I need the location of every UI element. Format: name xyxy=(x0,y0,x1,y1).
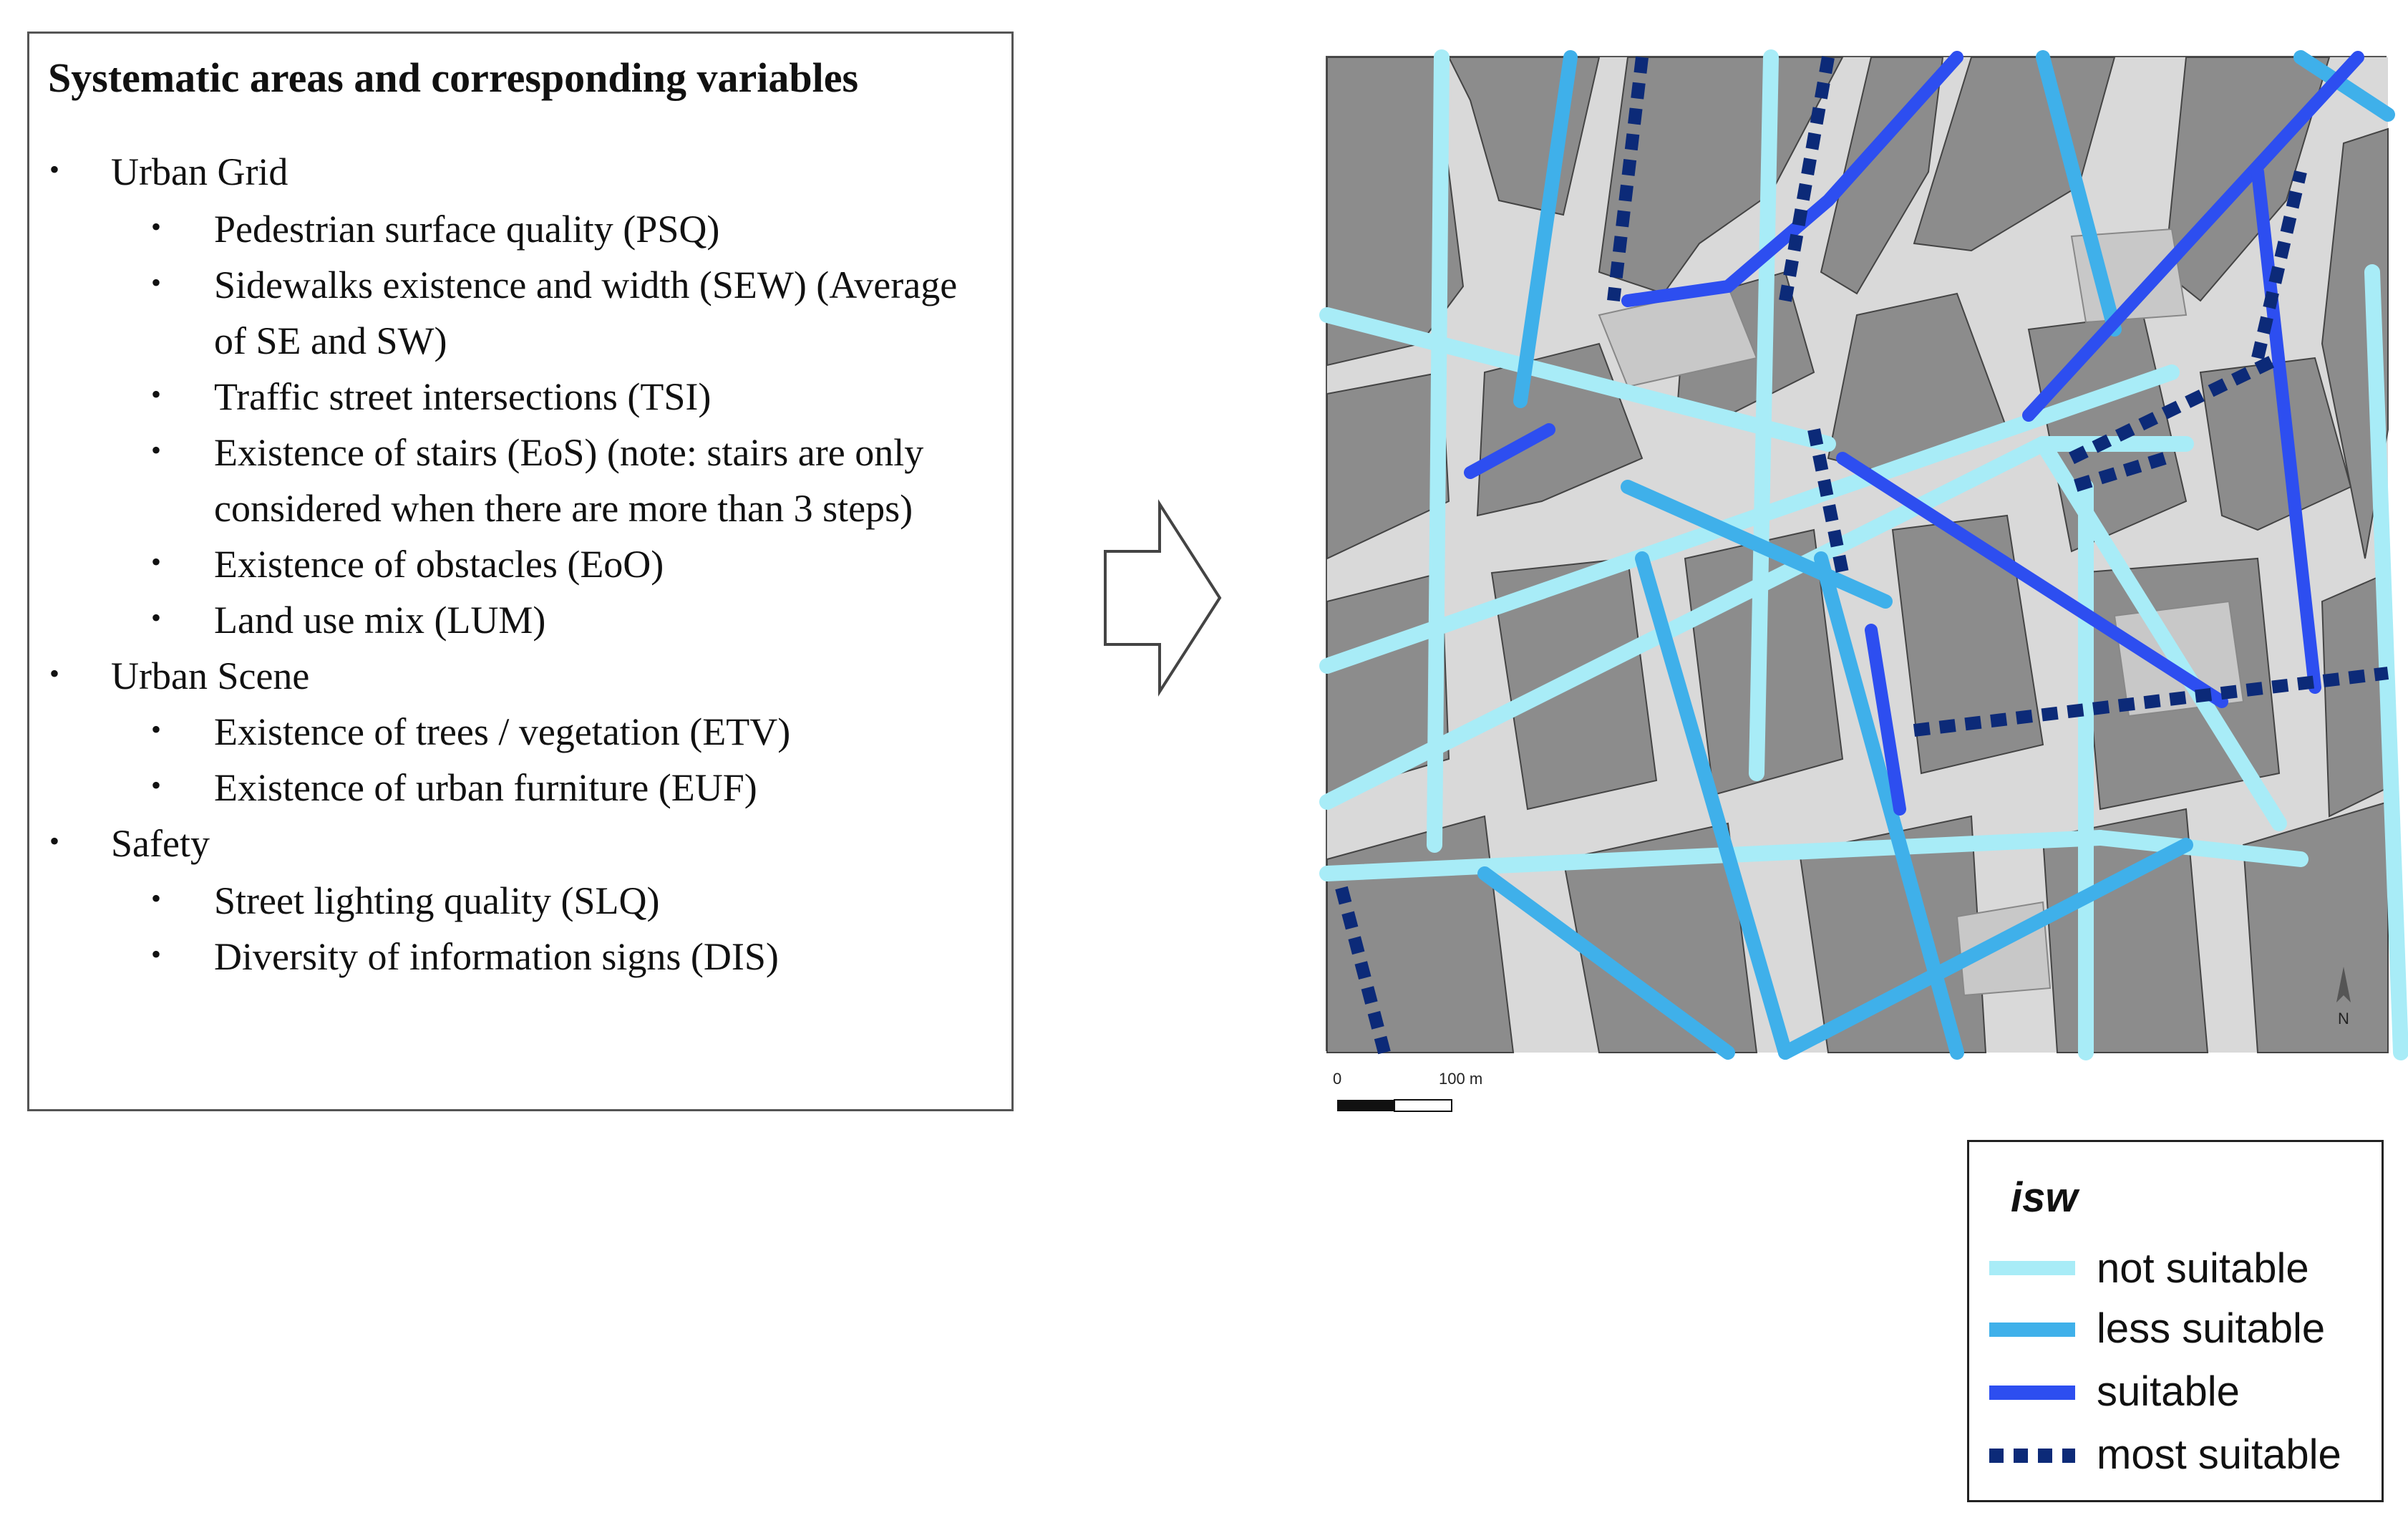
variable-euf: Existence of urban furniture (EUF) xyxy=(214,766,757,809)
bullet: • xyxy=(151,769,162,801)
legend-swatch-suitable xyxy=(1989,1386,2075,1400)
bullet: • xyxy=(151,211,162,243)
area-safety: Safety xyxy=(111,822,210,865)
legend-label-not-suitable: not suitable xyxy=(2097,1245,2309,1292)
variable-sew: Sidewalks existence and width (SEW) (Average xyxy=(214,263,958,306)
bullet: • xyxy=(151,713,162,745)
right-arrow-icon xyxy=(1102,501,1224,695)
variable-psq: Pedestrian surface quality (PSQ) xyxy=(214,208,720,251)
bullet: • xyxy=(151,546,162,578)
legend-label-most-suitable: most suitable xyxy=(2097,1431,2341,1478)
walkability-map xyxy=(1326,56,2387,1051)
bullet: • xyxy=(151,266,162,299)
variable-eoo: Existence of obstacles (EoO) xyxy=(214,543,664,586)
variable-lum: Land use mix (LUM) xyxy=(214,599,546,642)
bullet: • xyxy=(151,378,162,410)
legend-label-less-suitable: less suitable xyxy=(2097,1305,2326,1352)
bullet: • xyxy=(49,153,60,185)
legend-swatch-not-suitable xyxy=(1989,1261,2075,1275)
scale-bar xyxy=(1331,1067,1483,1128)
area-urban-scene: Urban Scene xyxy=(111,654,310,697)
legend-label-suitable: suitable xyxy=(2097,1368,2240,1415)
bullet: • xyxy=(151,882,162,914)
legend-swatch-most-suitable xyxy=(1989,1449,2075,1463)
scale-start-label: 0 xyxy=(1333,1070,1342,1088)
bullet: • xyxy=(49,657,60,690)
bullet: • xyxy=(151,601,162,634)
legend-swatch-less-suitable xyxy=(1989,1323,2075,1337)
bullet: • xyxy=(151,434,162,466)
variable-sew-cont: of SE and SW) xyxy=(214,319,447,362)
variable-slq: Street lighting quality (SLQ) xyxy=(214,879,660,922)
variable-eos-cont: considered when there are more than 3 steps) xyxy=(214,487,913,530)
variables-panel xyxy=(27,32,1014,1111)
variable-tsi: Traffic street intersections (TSI) xyxy=(214,375,712,418)
variable-eos: Existence of stairs (EoS) (note: stairs are only xyxy=(214,431,924,474)
bullet: • xyxy=(151,938,162,970)
area-urban-grid: Urban Grid xyxy=(111,150,288,193)
variable-etv: Existence of trees / vegetation (ETV) xyxy=(214,710,791,753)
scale-end-label: 100 m xyxy=(1439,1070,1483,1088)
bullet: • xyxy=(49,825,60,857)
panel-title: Systematic areas and corresponding variables xyxy=(48,54,859,101)
legend-title: isw xyxy=(2011,1174,2078,1221)
map-legend xyxy=(1967,1140,2384,1502)
variable-dis: Diversity of information signs (DIS) xyxy=(214,935,779,978)
north-label: N xyxy=(2338,1010,2349,1027)
